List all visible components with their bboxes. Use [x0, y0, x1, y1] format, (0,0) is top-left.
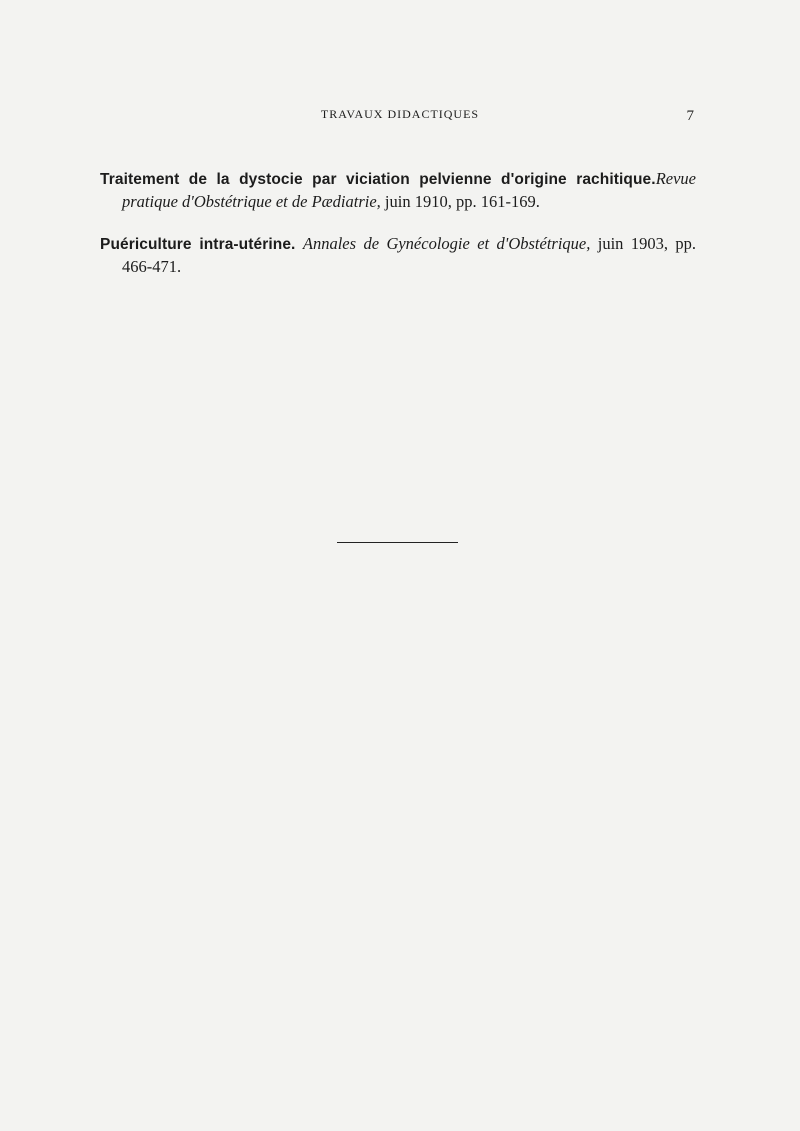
running-head — [100, 104, 700, 124]
entry-journal: Annales de Gynécologie et d'Obstétrique, — [302, 234, 591, 253]
entry-details: juin 1903, pp. 466-471. — [122, 234, 697, 276]
entry-journal: Revue pratique d'Obstétrique et de Pædiatrie, — [122, 169, 696, 211]
bibliography-entry — [100, 233, 696, 278]
section-divider — [337, 542, 458, 543]
entry-title: Puériculture intra-utérine. — [100, 236, 296, 253]
bibliography-list — [100, 168, 696, 298]
running-title: TRAVAUX DIDACTIQUES — [320, 107, 480, 121]
entry-title: Traitement de la dystocie par viciation pelvienne d'origine rachitique. — [100, 171, 656, 188]
bibliography-entry — [100, 168, 696, 213]
page-number: 7 — [686, 108, 694, 124]
entry-details: juin 1910, pp. 161-169. — [380, 192, 540, 211]
